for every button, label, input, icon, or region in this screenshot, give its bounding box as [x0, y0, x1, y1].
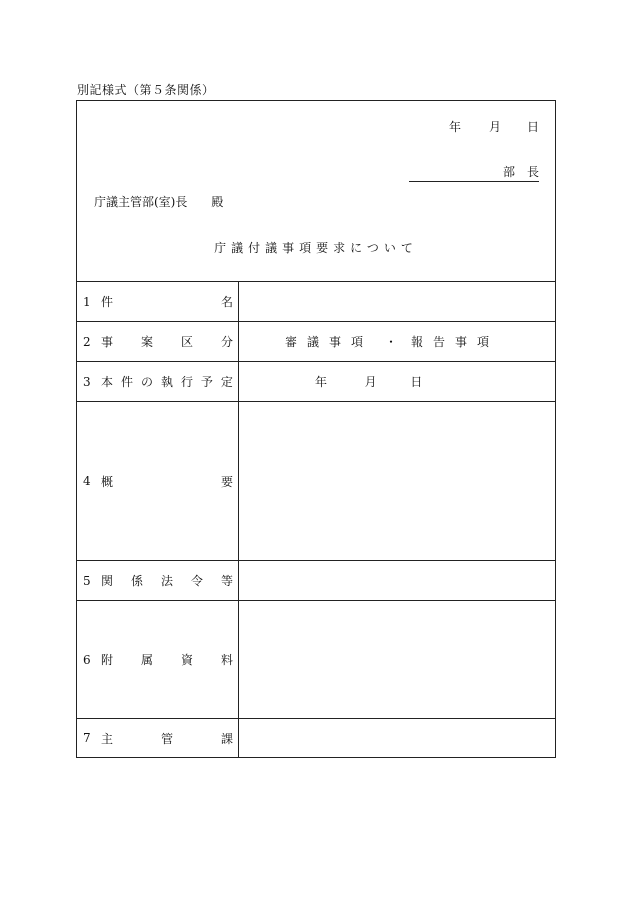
label-char: 予	[200, 375, 213, 389]
date-year: 年	[448, 120, 461, 134]
row-number: 5	[83, 573, 91, 588]
label-char: 件	[120, 375, 133, 389]
label-char: 料	[220, 653, 233, 667]
row-label	[101, 651, 233, 668]
label-char: 要	[220, 474, 233, 489]
schedule-day: 日	[410, 375, 423, 389]
row-label	[101, 572, 233, 589]
label-char: 概	[101, 474, 114, 489]
table-row-category	[77, 322, 555, 362]
label-char: 課	[220, 731, 233, 746]
form-header	[77, 101, 555, 282]
table-row-division	[77, 719, 555, 757]
table-row-attachments	[77, 601, 555, 719]
row-number: 1	[83, 294, 91, 309]
dept-head-label: 部 長	[502, 165, 539, 179]
label-char: 附	[101, 653, 114, 667]
label-char: 件	[101, 295, 114, 309]
schedule-year: 年	[315, 375, 328, 389]
subject-field[interactable]	[239, 282, 555, 321]
row-number: 6	[83, 652, 91, 667]
label-char: 属	[140, 653, 153, 667]
table-row-schedule	[77, 362, 555, 402]
row-label	[101, 333, 233, 350]
summary-field[interactable]	[239, 402, 555, 560]
form-label: 別記様式（第５条関係）	[77, 83, 215, 97]
row-number: 7	[83, 731, 91, 745]
label-char: 係	[130, 574, 143, 588]
row-number: 2	[83, 334, 91, 349]
label-char: 行	[180, 375, 193, 389]
schedule-month: 月	[364, 375, 377, 389]
label-char: の	[140, 375, 153, 389]
label-char: 事	[101, 335, 114, 349]
label-char: 本	[101, 375, 114, 389]
label-char: 区	[180, 335, 193, 349]
label-char: 関	[101, 574, 114, 588]
label-char: 主	[101, 731, 114, 746]
label-char: 令	[190, 574, 203, 588]
date-month: 月	[488, 120, 501, 134]
option-separator: ・	[385, 335, 398, 349]
row-label	[101, 730, 233, 747]
form-table	[76, 100, 556, 758]
label-char: 法	[160, 574, 173, 588]
dept-head-line	[409, 163, 539, 182]
table-row-summary	[77, 402, 555, 561]
table-row-laws	[77, 561, 555, 601]
label-char: 定	[220, 375, 233, 389]
addressee: 庁議主管部(室)長 殿	[94, 195, 224, 209]
date-day: 日	[526, 120, 539, 134]
table-row-subject	[77, 282, 555, 322]
label-char: 管	[160, 731, 173, 746]
row-label	[101, 293, 233, 310]
row-label	[101, 473, 233, 490]
label-char: 資	[180, 653, 193, 667]
option-deliberation[interactable]: 審議事項	[285, 335, 374, 349]
header-date	[449, 118, 539, 135]
row-number: 3	[83, 374, 91, 389]
laws-field[interactable]	[239, 561, 555, 600]
label-char: 名	[220, 295, 233, 309]
row-label	[101, 373, 233, 390]
row-number: 4	[83, 474, 91, 488]
label-char: 分	[220, 335, 233, 349]
option-report[interactable]: 報告事項	[411, 335, 500, 349]
division-field[interactable]	[239, 719, 555, 757]
attachments-field[interactable]	[239, 601, 555, 718]
label-char: 等	[220, 574, 233, 588]
schedule-date-field[interactable]	[239, 362, 555, 401]
category-field[interactable]	[239, 322, 555, 361]
label-char: 執	[160, 375, 173, 389]
label-char: 案	[140, 335, 153, 349]
document-title: 庁議付議事項要求について	[214, 241, 418, 255]
